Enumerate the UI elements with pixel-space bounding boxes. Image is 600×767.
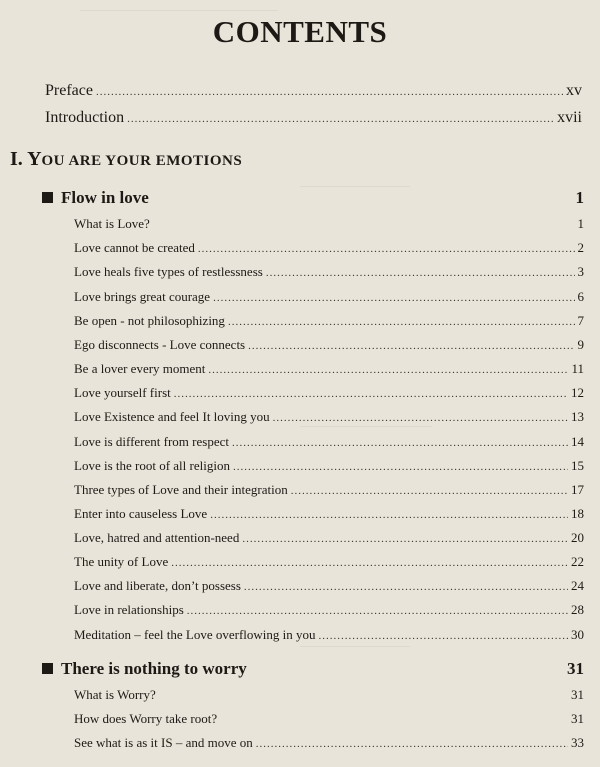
leader-dots [228,316,575,328]
toc-entry[interactable] [74,313,584,329]
toc-entry[interactable] [74,337,584,353]
leader-dots [273,412,568,424]
toc-entry[interactable] [74,711,584,727]
toc-entry[interactable] [74,687,584,703]
section-title: Flow in love [61,188,149,207]
toc-entry-page: xvii [557,109,582,126]
toc-entry-page: 30 [571,627,584,642]
toc-entry-label: Preface [45,82,93,99]
contents-page: —————————————————— —————————— ———————————— —————————— CONTENTS Preface ..... xv Introduction ..... xvii I. YOU ARE YOUR EMOTIONS Flow in love 1 What is Love? 1 Love cannot be created ..... 2 Love heals five types of restlessness ..... 3 Love brings great courage ..... 6 Be open - not philosophizing ..... 7 Ego disconnects - Love connects ..... 9 Be a lover every moment ..... 11 Love yourself first ..... 12 Love Existence and feel It loving you ..... 13 Love is different from respect ..... 14 Love is the root of all religion ..... 15 Three types of Love and their integration ..... 17 Enter into causeless Love ..... 18 Love, hatred and attention-need ..... 20 The unity of Love ..... 22 Love and liberate, don’t possess ..... 24 Love in relationships ..... 28 Meditation – feel the Love overflowing in you ..... 30 There is nothing to worry 31 What is Worry? 31 How does Worry take root? 31 See what is as it IS – and move on ..... 33 [0,0,600,767]
toc-entry-introduction[interactable] [45,109,582,127]
toc-entry[interactable] [74,578,584,594]
toc-entry-page: 33 [571,735,584,750]
toc-entry[interactable] [74,627,584,643]
toc-entry-page: 31 [571,687,584,702]
leader-dots [242,533,568,545]
toc-entry[interactable] [74,602,584,618]
leader-dots [319,630,568,642]
page-title: CONTENTS [212,14,388,49]
toc-entry-page: 12 [571,385,584,400]
toc-entry-page: 15 [571,458,584,473]
part-heading [10,148,242,171]
toc-entry-label: Love and liberate, don’t possess [74,578,241,593]
toc-entry-label: Love brings great courage [74,289,211,304]
toc-entry-label: What is Worry? [74,687,156,702]
part-title-rest: OU ARE YOUR EMOTIONS [41,153,243,169]
leader-dots [248,340,574,352]
toc-entry-label: How does Worry take root? [74,711,218,726]
toc-entry-page: 13 [571,409,584,424]
toc-entry-label: Love Existence and feel It loving you [74,409,270,424]
toc-entry-page: 20 [571,530,584,545]
part-number: I. [10,148,23,170]
toc-entry[interactable] [74,458,584,474]
toc-entry-label: Love yourself first [74,385,171,400]
toc-entry-page: 22 [571,554,584,569]
leader-dots [233,461,568,473]
toc-entry[interactable] [74,482,584,498]
toc-entry-page: 6 [577,289,584,304]
toc-entry-page: 7 [577,313,584,328]
leader-dots [256,738,568,750]
toc-entry-label: Ego disconnects - Love connects [74,337,246,352]
toc-entry-page: 2 [577,240,584,255]
toc-entry-label: Be open - not philosophizing [74,313,225,328]
toc-entry-label: Love in relationships [74,602,184,617]
leader-dots [244,581,568,593]
section-page: 31 [567,659,584,678]
toc-entry-page: 1 [577,216,584,231]
leader-dots [208,364,568,376]
toc-entry[interactable] [74,216,584,232]
toc-entry[interactable] [74,409,584,425]
toc-entry[interactable] [74,240,584,256]
leader-dots [171,557,568,569]
toc-section-flow-in-love[interactable] [42,188,584,208]
toc-entry[interactable] [74,530,584,546]
toc-entry-label: Enter into causeless Love [74,506,208,521]
leader-dots [127,113,554,125]
toc-entry-label: What is Love? [74,216,150,231]
toc-entry-label: Love cannot be created [74,240,195,255]
toc-entry-page: 28 [571,602,584,617]
leader-dots [187,605,568,617]
toc-entry-label: See what is as it IS – and move on [74,735,253,750]
toc-entry-label: Love, hatred and attention-need [74,530,240,545]
leader-dots [96,86,563,98]
section-title: There is nothing to worry [61,659,247,678]
toc-entry-label: Love heals five types of restlessness [74,264,263,279]
toc-entry-page: 31 [571,711,584,726]
part-title-initial: Y [27,148,42,170]
square-bullet-icon [42,192,53,203]
toc-entry-label: Three types of Love and their integration [74,482,288,497]
toc-entry[interactable] [74,434,584,450]
toc-entry-page: 17 [571,482,584,497]
toc-entry-page: 18 [571,506,584,521]
toc-entry-preface[interactable] [45,82,582,100]
toc-entry-page: xv [566,82,582,99]
toc-entry[interactable] [74,735,584,751]
leader-dots [291,485,568,497]
toc-entry[interactable] [74,289,584,305]
toc-entry-page: 14 [571,434,584,449]
square-bullet-icon [42,663,53,674]
toc-entry-label: Love is the root of all religion [74,458,230,473]
toc-entry-page: 9 [577,337,584,352]
toc-entry-page: 3 [577,264,584,279]
toc-entry-label: Meditation – feel the Love overflowing in you [74,627,316,642]
toc-entry-label: Introduction [45,109,125,126]
toc-entry-page: 11 [571,361,584,376]
toc-entry[interactable] [74,506,584,522]
section-page: 1 [575,188,584,207]
toc-entry-page: 24 [571,578,584,593]
toc-entry-label: Love is different from respect [74,434,229,449]
toc-entry[interactable] [74,264,584,280]
toc-entry-label: Be a lover every moment [74,361,206,376]
leader-dots [266,267,575,279]
toc-section-nothing-to-worry[interactable] [42,659,584,679]
leader-dots [213,292,574,304]
leader-dots [198,243,575,255]
toc-entry[interactable] [74,385,584,401]
leader-dots [232,437,568,449]
toc-entry[interactable] [74,554,584,570]
leader-dots [210,509,568,521]
toc-entry[interactable] [74,361,584,377]
toc-entry-label: The unity of Love [74,554,169,569]
leader-dots [174,388,568,400]
